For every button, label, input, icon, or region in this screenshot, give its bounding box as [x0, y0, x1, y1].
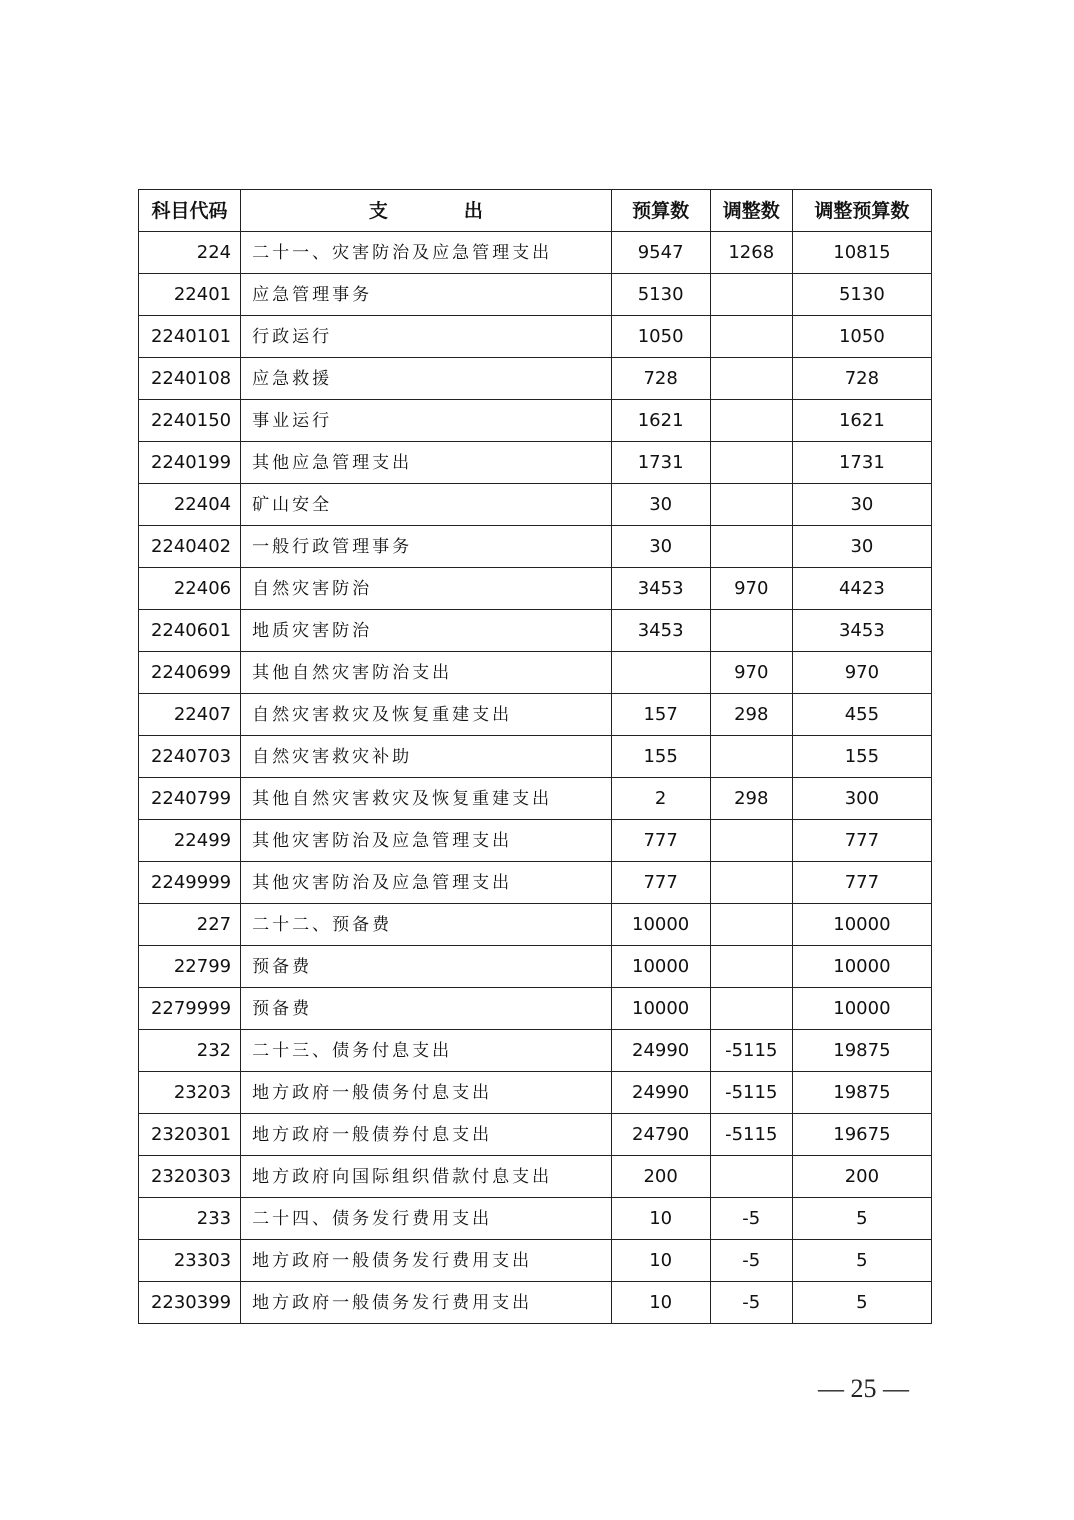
cell-budget: 9547 [611, 232, 710, 274]
table-row [139, 610, 932, 652]
cell-budget: 10 [611, 1198, 710, 1240]
budget-adjustment-table [138, 189, 932, 1324]
cell-budget: 200 [611, 1156, 710, 1198]
header-adjusted-budget: 调整预算数 [792, 190, 931, 232]
cell-adjustment [710, 316, 792, 358]
table-row [139, 568, 932, 610]
cell-expense-name: 地方政府一般债务发行费用支出 [241, 1282, 611, 1324]
cell-adjusted-budget: 10000 [792, 904, 931, 946]
cell-expense-name: 地方政府一般债务发行费用支出 [241, 1240, 611, 1282]
cell-expense-name: 其他自然灾害防治支出 [241, 652, 611, 694]
cell-code: 22799 [139, 946, 241, 988]
cell-code: 23303 [139, 1240, 241, 1282]
header-expense [241, 190, 611, 232]
cell-expense-name: 应急救援 [241, 358, 611, 400]
cell-adjusted-budget: 5 [792, 1198, 931, 1240]
cell-adjustment [710, 610, 792, 652]
table-header [139, 190, 932, 232]
cell-adjustment [710, 442, 792, 484]
cell-code: 2240150 [139, 400, 241, 442]
cell-code: 2240601 [139, 610, 241, 652]
cell-adjustment: -5115 [710, 1030, 792, 1072]
table-row [139, 316, 932, 358]
cell-adjusted-budget: 19675 [792, 1114, 931, 1156]
cell-adjustment [710, 736, 792, 778]
cell-code: 224 [139, 232, 241, 274]
cell-budget [611, 652, 710, 694]
cell-budget: 157 [611, 694, 710, 736]
header-row [139, 190, 932, 232]
cell-code: 2240703 [139, 736, 241, 778]
table-row [139, 1030, 932, 1072]
cell-code: 2240199 [139, 442, 241, 484]
cell-adjusted-budget: 728 [792, 358, 931, 400]
cell-adjusted-budget: 30 [792, 526, 931, 568]
cell-expense-name: 地方政府向国际组织借款付息支出 [241, 1156, 611, 1198]
cell-adjusted-budget: 5130 [792, 274, 931, 316]
table-row [139, 1114, 932, 1156]
cell-adjusted-budget: 200 [792, 1156, 931, 1198]
cell-adjustment [710, 1156, 792, 1198]
cell-budget: 5130 [611, 274, 710, 316]
table-row [139, 442, 932, 484]
cell-expense-name: 二十二、预备费 [241, 904, 611, 946]
table-row [139, 736, 932, 778]
cell-adjustment: 970 [710, 652, 792, 694]
cell-adjustment [710, 946, 792, 988]
cell-adjusted-budget: 1731 [792, 442, 931, 484]
cell-adjusted-budget: 19875 [792, 1072, 931, 1114]
cell-adjusted-budget: 777 [792, 862, 931, 904]
cell-code: 232 [139, 1030, 241, 1072]
cell-adjustment: -5 [710, 1198, 792, 1240]
cell-budget: 155 [611, 736, 710, 778]
table-row [139, 232, 932, 274]
table-row [139, 1240, 932, 1282]
cell-budget: 24790 [611, 1114, 710, 1156]
cell-adjustment: 298 [710, 778, 792, 820]
cell-budget: 2 [611, 778, 710, 820]
cell-expense-name: 其他自然灾害救灾及恢复重建支出 [241, 778, 611, 820]
table-row [139, 694, 932, 736]
cell-budget: 24990 [611, 1072, 710, 1114]
cell-budget: 728 [611, 358, 710, 400]
cell-budget: 1731 [611, 442, 710, 484]
cell-adjusted-budget: 3453 [792, 610, 931, 652]
header-expense-label: 支 出 [368, 199, 483, 222]
table-row [139, 946, 932, 988]
cell-adjusted-budget: 5 [792, 1282, 931, 1324]
table-row [139, 526, 932, 568]
cell-code: 2240402 [139, 526, 241, 568]
cell-code: 2240101 [139, 316, 241, 358]
cell-adjustment: 970 [710, 568, 792, 610]
cell-expense-name: 二十四、债务发行费用支出 [241, 1198, 611, 1240]
cell-adjustment [710, 274, 792, 316]
cell-code: 2240699 [139, 652, 241, 694]
header-budget: 预算数 [611, 190, 710, 232]
cell-adjustment: -5115 [710, 1072, 792, 1114]
cell-budget: 30 [611, 484, 710, 526]
cell-adjustment: -5 [710, 1282, 792, 1324]
cell-adjustment [710, 358, 792, 400]
table-row [139, 778, 932, 820]
cell-adjustment [710, 988, 792, 1030]
cell-adjusted-budget: 1050 [792, 316, 931, 358]
cell-expense-name: 地质灾害防治 [241, 610, 611, 652]
cell-code: 233 [139, 1198, 241, 1240]
table-row [139, 1072, 932, 1114]
table-row [139, 1156, 932, 1198]
cell-adjustment: -5 [710, 1240, 792, 1282]
cell-budget: 10000 [611, 946, 710, 988]
table-row [139, 274, 932, 316]
cell-adjusted-budget: 30 [792, 484, 931, 526]
cell-code: 2320303 [139, 1156, 241, 1198]
cell-adjustment: 298 [710, 694, 792, 736]
cell-budget: 777 [611, 862, 710, 904]
cell-adjusted-budget: 10000 [792, 946, 931, 988]
cell-adjustment [710, 484, 792, 526]
cell-expense-name: 地方政府一般债务付息支出 [241, 1072, 611, 1114]
cell-budget: 10 [611, 1282, 710, 1324]
header-code: 科目代码 [139, 190, 241, 232]
cell-code: 2320301 [139, 1114, 241, 1156]
page-number-text: — 25 — [818, 1374, 909, 1403]
table-row [139, 862, 932, 904]
cell-expense-name: 地方政府一般债券付息支出 [241, 1114, 611, 1156]
table-row [139, 484, 932, 526]
cell-code: 23203 [139, 1072, 241, 1114]
table-row [139, 988, 932, 1030]
cell-expense-name: 预备费 [241, 946, 611, 988]
cell-budget: 24990 [611, 1030, 710, 1072]
cell-budget: 777 [611, 820, 710, 862]
cell-expense-name: 其他灾害防治及应急管理支出 [241, 820, 611, 862]
cell-adjustment [710, 526, 792, 568]
cell-adjustment [710, 862, 792, 904]
cell-budget: 10000 [611, 904, 710, 946]
cell-adjustment [710, 820, 792, 862]
cell-code: 2279999 [139, 988, 241, 1030]
cell-budget: 3453 [611, 610, 710, 652]
cell-code: 22407 [139, 694, 241, 736]
cell-code: 22406 [139, 568, 241, 610]
table-row [139, 400, 932, 442]
cell-budget: 10000 [611, 988, 710, 1030]
table-row [139, 820, 932, 862]
table-row [139, 904, 932, 946]
cell-code: 22499 [139, 820, 241, 862]
cell-expense-name: 二十三、债务付息支出 [241, 1030, 611, 1072]
cell-expense-name: 预备费 [241, 988, 611, 1030]
cell-expense-name: 自然灾害救灾及恢复重建支出 [241, 694, 611, 736]
page-number [0, 1374, 1074, 1404]
cell-code: 227 [139, 904, 241, 946]
cell-budget: 1050 [611, 316, 710, 358]
cell-budget: 3453 [611, 568, 710, 610]
cell-expense-name: 矿山安全 [241, 484, 611, 526]
cell-adjusted-budget: 155 [792, 736, 931, 778]
cell-code: 2240799 [139, 778, 241, 820]
cell-expense-name: 一般行政管理事务 [241, 526, 611, 568]
cell-adjustment [710, 400, 792, 442]
cell-adjusted-budget: 10000 [792, 988, 931, 1030]
header-adjustment: 调整数 [710, 190, 792, 232]
cell-expense-name: 自然灾害救灾补助 [241, 736, 611, 778]
cell-code: 2240108 [139, 358, 241, 400]
cell-adjusted-budget: 5 [792, 1240, 931, 1282]
cell-code: 22401 [139, 274, 241, 316]
cell-adjusted-budget: 4423 [792, 568, 931, 610]
table-row [139, 652, 932, 694]
cell-code: 22404 [139, 484, 241, 526]
cell-adjusted-budget: 777 [792, 820, 931, 862]
cell-budget: 1621 [611, 400, 710, 442]
table-row [139, 1198, 932, 1240]
cell-adjusted-budget: 300 [792, 778, 931, 820]
cell-budget: 10 [611, 1240, 710, 1282]
cell-adjusted-budget: 455 [792, 694, 931, 736]
cell-expense-name: 自然灾害防治 [241, 568, 611, 610]
cell-expense-name: 其他应急管理支出 [241, 442, 611, 484]
cell-expense-name: 二十一、灾害防治及应急管理支出 [241, 232, 611, 274]
cell-adjustment: -5115 [710, 1114, 792, 1156]
cell-adjusted-budget: 970 [792, 652, 931, 694]
cell-expense-name: 应急管理事务 [241, 274, 611, 316]
cell-code: 2230399 [139, 1282, 241, 1324]
cell-budget: 30 [611, 526, 710, 568]
cell-adjusted-budget: 19875 [792, 1030, 931, 1072]
cell-adjusted-budget: 1621 [792, 400, 931, 442]
table-row [139, 358, 932, 400]
cell-adjusted-budget: 10815 [792, 232, 931, 274]
cell-code: 2249999 [139, 862, 241, 904]
cell-adjustment [710, 904, 792, 946]
cell-expense-name: 事业运行 [241, 400, 611, 442]
cell-expense-name: 行政运行 [241, 316, 611, 358]
table-body [139, 232, 932, 1324]
table-row [139, 1282, 932, 1324]
cell-expense-name: 其他灾害防治及应急管理支出 [241, 862, 611, 904]
cell-adjustment: 1268 [710, 232, 792, 274]
